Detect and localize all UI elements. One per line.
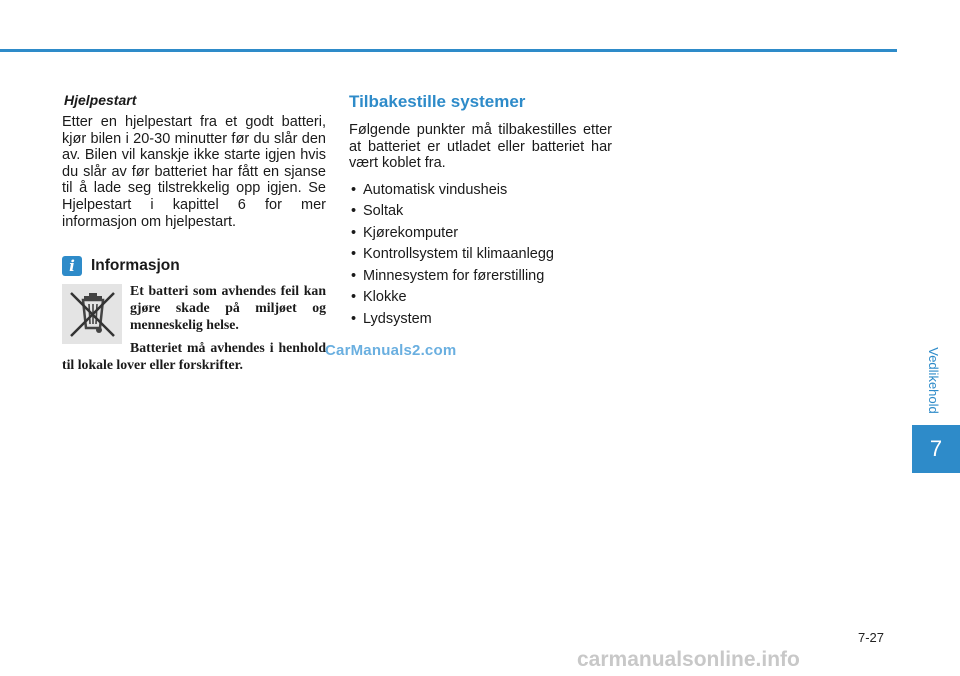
list-item: • Kjørekomputer bbox=[351, 224, 459, 241]
info-paragraph-1: Et batteri som avhendes feil kan gjøre skade på miljøet og menneskelig helse. bbox=[130, 283, 326, 333]
reset-list bbox=[349, 180, 612, 331]
info-paragraph-2: Batteriet må avhendes i henhold til lokale lover eller forskrifter. bbox=[62, 340, 326, 373]
list-item: • Klokke bbox=[351, 289, 407, 306]
subheading-hjelpestart: Hjelpestart bbox=[64, 92, 137, 108]
hjelpestart-paragraph: Etter en hjelpestart fra et godt batteri, kjør bilen i 20-30 minutter før du slår den av. Bilen vil kanskje ikke starte igjen hvis du slår av før batteriet har fått en sjanse til å lade seg tilstrekkelig opp igjen. Se Hjelpestart i kapittel 6 for mer informasjon om hjelpestart. bbox=[62, 114, 326, 230]
section-heading: Tilbakestille systemer bbox=[349, 92, 526, 111]
info-icon: i bbox=[62, 256, 82, 276]
list-item: • Lydsystem bbox=[351, 310, 432, 327]
info-title: Informasjon bbox=[91, 257, 180, 275]
footer-watermark: carmanualsonline.info bbox=[577, 648, 800, 671]
crossed-out-bin-icon bbox=[62, 284, 122, 344]
list-item: • Kontrollsystem til klimaanlegg bbox=[351, 246, 554, 263]
list-item: • Automatisk vindusheis bbox=[351, 181, 508, 198]
chapter-tab: 7 bbox=[912, 425, 960, 473]
right-column bbox=[349, 92, 612, 330]
reset-paragraph: Følgende punkter må tilbakestilles etter at batteriet er utladet eller batteriet har vært koblet fra. bbox=[349, 122, 612, 172]
info-body bbox=[62, 282, 326, 373]
page-number: 7-27 bbox=[858, 630, 885, 645]
list-item: • Soltak bbox=[351, 203, 404, 220]
left-column bbox=[62, 92, 326, 379]
info-header bbox=[62, 256, 326, 276]
list-item: • Minnesystem for førerstilling bbox=[351, 267, 545, 284]
watermark: CarManuals2.com bbox=[325, 342, 457, 359]
side-label-text: Vedlikehold bbox=[925, 346, 941, 414]
top-rule bbox=[0, 49, 897, 52]
side-label bbox=[918, 345, 948, 415]
